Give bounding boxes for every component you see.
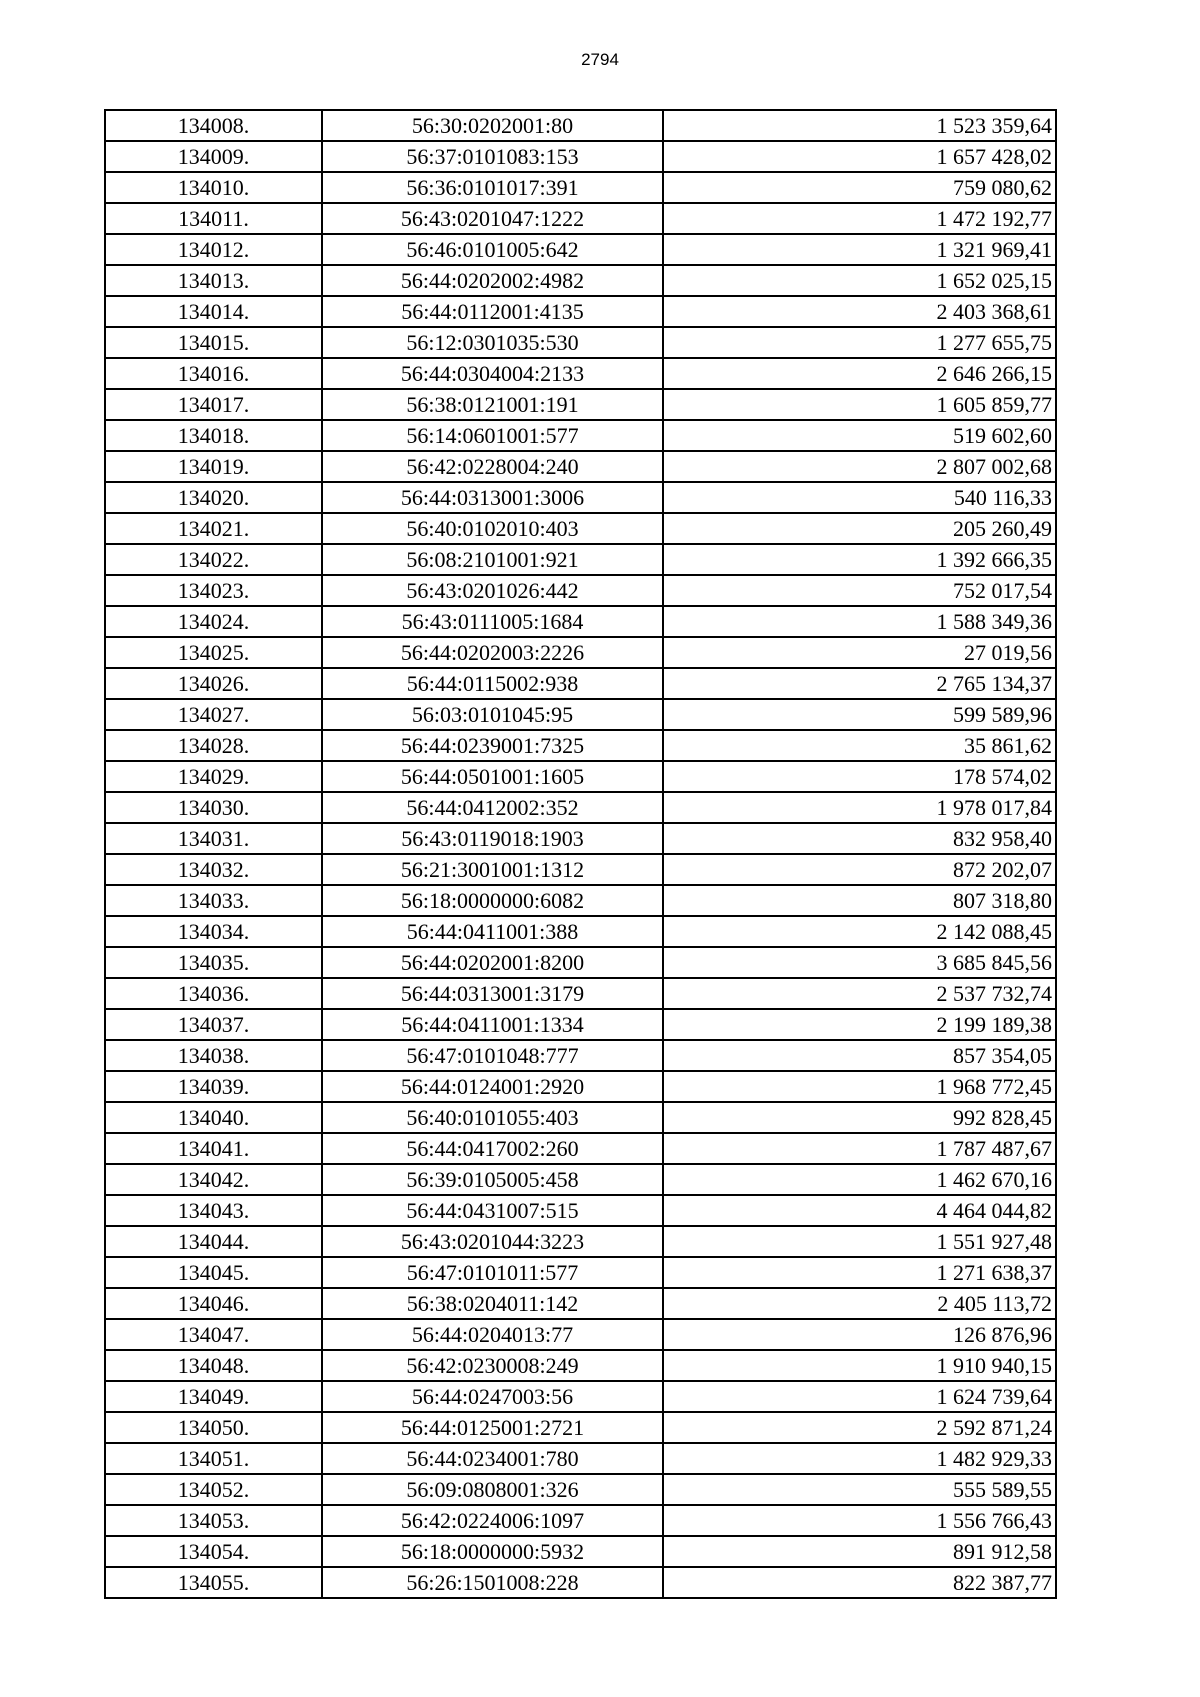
row-number-cell: 134014. [105,296,322,327]
cadastral-number-cell: 56:12:0301035:530 [322,327,663,358]
row-number-cell: 134026. [105,668,322,699]
table-row [105,1319,1056,1350]
cadastral-value-cell: 2 142 088,45 [663,916,1056,947]
table-row [105,482,1056,513]
row-number-cell: 134036. [105,978,322,1009]
cadastral-value-cell: 2 807 002,68 [663,451,1056,482]
cadastral-number-cell: 56:47:0101048:777 [322,1040,663,1071]
table-row [105,1226,1056,1257]
row-number-cell: 134022. [105,544,322,575]
cadastral-number-cell: 56:43:0119018:1903 [322,823,663,854]
row-number-cell: 134033. [105,885,322,916]
cadastral-value-cell: 1 652 025,15 [663,265,1056,296]
cadastral-value-cell: 540 116,33 [663,482,1056,513]
row-number-cell: 134012. [105,234,322,265]
cadastral-value-cell: 1 271 638,37 [663,1257,1056,1288]
cadastral-value-cell: 1 523 359,64 [663,110,1056,141]
table-row [105,1443,1056,1474]
table-row [105,978,1056,1009]
cadastral-value-cell: 126 876,96 [663,1319,1056,1350]
cadastral-value-cell: 1 472 192,77 [663,203,1056,234]
row-number-cell: 134016. [105,358,322,389]
table-row [105,1536,1056,1567]
row-number-cell: 134031. [105,823,322,854]
row-number-cell: 134053. [105,1505,322,1536]
cadastral-value-cell: 205 260,49 [663,513,1056,544]
cadastral-value-cell: 1 551 927,48 [663,1226,1056,1257]
table-row [105,916,1056,947]
row-number-cell: 134018. [105,420,322,451]
cadastral-number-cell: 56:44:0417002:260 [322,1133,663,1164]
cadastral-value-cell: 1 556 766,43 [663,1505,1056,1536]
cadastral-number-cell: 56:44:0234001:780 [322,1443,663,1474]
row-number-cell: 134054. [105,1536,322,1567]
cadastral-number-cell: 56:44:0124001:2920 [322,1071,663,1102]
cadastral-value-cell: 2 765 134,37 [663,668,1056,699]
cadastral-number-cell: 56:26:1501008:228 [322,1567,663,1598]
row-number-cell: 134039. [105,1071,322,1102]
table-row [105,792,1056,823]
cadastral-value-cell: 992 828,45 [663,1102,1056,1133]
table-row [105,1412,1056,1443]
table-row [105,637,1056,668]
row-number-cell: 134028. [105,730,322,761]
cadastral-number-cell: 56:42:0224006:1097 [322,1505,663,1536]
cadastral-number-cell: 56:43:0111005:1684 [322,606,663,637]
cadastral-value-cell: 555 589,55 [663,1474,1056,1505]
cadastral-value-cell: 1 277 655,75 [663,327,1056,358]
table-row [105,358,1056,389]
table-row [105,1071,1056,1102]
cadastral-value-cell: 1 605 859,77 [663,389,1056,420]
cadastral-value-cell: 1 968 772,45 [663,1071,1056,1102]
table-row [105,513,1056,544]
table-row [105,1505,1056,1536]
row-number-cell: 134017. [105,389,322,420]
cadastral-number-cell: 56:46:0101005:642 [322,234,663,265]
table-row [105,885,1056,916]
table-row [105,1040,1056,1071]
row-number-cell: 134023. [105,575,322,606]
row-number-cell: 134046. [105,1288,322,1319]
row-number-cell: 134045. [105,1257,322,1288]
row-number-cell: 134015. [105,327,322,358]
table-row [105,141,1056,172]
table-row [105,1381,1056,1412]
table-row [105,1474,1056,1505]
cadastral-number-cell: 56:40:0101055:403 [322,1102,663,1133]
row-number-cell: 134044. [105,1226,322,1257]
cadastral-value-cell: 1 482 929,33 [663,1443,1056,1474]
row-number-cell: 134038. [105,1040,322,1071]
table-row [105,1009,1056,1040]
table-row [105,1567,1056,1598]
cadastral-number-cell: 56:03:0101045:95 [322,699,663,730]
cadastral-value-cell: 1 462 670,16 [663,1164,1056,1195]
table-row [105,699,1056,730]
cadastral-number-cell: 56:36:0101017:391 [322,172,663,203]
table-row [105,1164,1056,1195]
row-number-cell: 134025. [105,637,322,668]
cadastral-value-cell: 1 787 487,67 [663,1133,1056,1164]
table-body [105,110,1056,1598]
cadastral-value-cell: 2 537 732,74 [663,978,1056,1009]
table-row [105,606,1056,637]
cadastral-number-cell: 56:44:0202001:8200 [322,947,663,978]
cadastral-value-cell: 807 318,80 [663,885,1056,916]
row-number-cell: 134010. [105,172,322,203]
cadastral-number-cell: 56:30:0202001:80 [322,110,663,141]
cadastral-number-cell: 56:18:0000000:6082 [322,885,663,916]
table-row [105,730,1056,761]
cadastral-value-cell: 27 019,56 [663,637,1056,668]
row-number-cell: 134055. [105,1567,322,1598]
table-row [105,327,1056,358]
cadastral-number-cell: 56:44:0115002:938 [322,668,663,699]
cadastral-value-cell: 2 646 266,15 [663,358,1056,389]
cadastral-number-cell: 56:44:0247003:56 [322,1381,663,1412]
cadastral-value-cell: 1 392 666,35 [663,544,1056,575]
row-number-cell: 134030. [105,792,322,823]
cadastral-number-cell: 56:44:0202002:4982 [322,265,663,296]
table-row [105,854,1056,885]
cadastral-number-cell: 56:38:0121001:191 [322,389,663,420]
row-number-cell: 134027. [105,699,322,730]
table-row [105,761,1056,792]
cadastral-value-cell: 2 405 113,72 [663,1288,1056,1319]
cadastral-number-cell: 56:38:0204011:142 [322,1288,663,1319]
cadastral-number-cell: 56:08:2101001:921 [322,544,663,575]
cadastral-value-cell: 1 624 739,64 [663,1381,1056,1412]
row-number-cell: 134032. [105,854,322,885]
cadastral-number-cell: 56:18:0000000:5932 [322,1536,663,1567]
cadastral-number-cell: 56:43:0201026:442 [322,575,663,606]
table-row [105,451,1056,482]
table-row [105,389,1056,420]
cadastral-number-cell: 56:37:0101083:153 [322,141,663,172]
table-row [105,1195,1056,1226]
cadastral-value-cell: 752 017,54 [663,575,1056,606]
table-row [105,234,1056,265]
cadastral-value-cell: 1 657 428,02 [663,141,1056,172]
cadastral-number-cell: 56:44:0501001:1605 [322,761,663,792]
row-number-cell: 134048. [105,1350,322,1381]
cadastral-number-cell: 56:44:0112001:4135 [322,296,663,327]
cadastral-number-cell: 56:44:0204013:77 [322,1319,663,1350]
row-number-cell: 134020. [105,482,322,513]
page-number: 2794 [581,50,619,69]
table-row [105,668,1056,699]
cadastral-value-cell: 519 602,60 [663,420,1056,451]
row-number-cell: 134009. [105,141,322,172]
row-number-cell: 134050. [105,1412,322,1443]
cadastral-number-cell: 56:43:0201047:1222 [322,203,663,234]
row-number-cell: 134029. [105,761,322,792]
cadastral-number-cell: 56:44:0313001:3179 [322,978,663,1009]
row-number-cell: 134013. [105,265,322,296]
cadastral-value-cell: 832 958,40 [663,823,1056,854]
table-row [105,1102,1056,1133]
row-number-cell: 134043. [105,1195,322,1226]
cadastral-value-cell: 178 574,02 [663,761,1056,792]
table-row [105,1350,1056,1381]
cadastral-number-cell: 56:43:0201044:3223 [322,1226,663,1257]
row-number-cell: 134040. [105,1102,322,1133]
cadastral-number-cell: 56:39:0105005:458 [322,1164,663,1195]
table-row [105,296,1056,327]
cadastral-number-cell: 56:44:0202003:2226 [322,637,663,668]
cadastral-value-cell: 1 978 017,84 [663,792,1056,823]
row-number-cell: 134034. [105,916,322,947]
cadastral-value-cell: 1 588 349,36 [663,606,1056,637]
cadastral-number-cell: 56:44:0411001:388 [322,916,663,947]
table-row [105,1288,1056,1319]
cadastral-value-cell: 35 861,62 [663,730,1056,761]
cadastral-value-cell: 1 910 940,15 [663,1350,1056,1381]
row-number-cell: 134047. [105,1319,322,1350]
cadastral-number-cell: 56:44:0125001:2721 [322,1412,663,1443]
table-row [105,110,1056,141]
cadastral-number-cell: 56:47:0101011:577 [322,1257,663,1288]
cadastral-number-cell: 56:44:0304004:2133 [322,358,663,389]
cadastral-value-cell: 4 464 044,82 [663,1195,1056,1226]
table-row [105,575,1056,606]
row-number-cell: 134011. [105,203,322,234]
cadastral-value-cell: 1 321 969,41 [663,234,1056,265]
row-number-cell: 134052. [105,1474,322,1505]
cadastral-value-cell: 872 202,07 [663,854,1056,885]
cadastral-number-cell: 56:21:3001001:1312 [322,854,663,885]
table-row [105,420,1056,451]
table-row [105,823,1056,854]
row-number-cell: 134042. [105,1164,322,1195]
table-row [105,203,1056,234]
table-row [105,172,1056,203]
cadastral-number-cell: 56:42:0230008:249 [322,1350,663,1381]
row-number-cell: 134051. [105,1443,322,1474]
cadastral-number-cell: 56:40:0102010:403 [322,513,663,544]
cadastral-number-cell: 56:44:0313001:3006 [322,482,663,513]
cadastral-value-table [104,109,1057,1599]
row-number-cell: 134019. [105,451,322,482]
cadastral-value-cell: 3 685 845,56 [663,947,1056,978]
cadastral-number-cell: 56:14:0601001:577 [322,420,663,451]
cadastral-value-cell: 599 589,96 [663,699,1056,730]
cadastral-value-cell: 2 199 189,38 [663,1009,1056,1040]
row-number-cell: 134037. [105,1009,322,1040]
cadastral-number-cell: 56:44:0411001:1334 [322,1009,663,1040]
row-number-cell: 134041. [105,1133,322,1164]
cadastral-value-cell: 857 354,05 [663,1040,1056,1071]
cadastral-number-cell: 56:44:0431007:515 [322,1195,663,1226]
row-number-cell: 134008. [105,110,322,141]
cadastral-number-cell: 56:44:0412002:352 [322,792,663,823]
cadastral-value-cell: 822 387,77 [663,1567,1056,1598]
cadastral-value-cell: 2 403 368,61 [663,296,1056,327]
row-number-cell: 134049. [105,1381,322,1412]
table-row [105,544,1056,575]
table-row [105,1133,1056,1164]
cadastral-number-cell: 56:42:0228004:240 [322,451,663,482]
table-row [105,1257,1056,1288]
cadastral-value-cell: 891 912,58 [663,1536,1056,1567]
cadastral-value-cell: 2 592 871,24 [663,1412,1056,1443]
cadastral-number-cell: 56:44:0239001:7325 [322,730,663,761]
cadastral-value-cell: 759 080,62 [663,172,1056,203]
row-number-cell: 134035. [105,947,322,978]
table-row [105,265,1056,296]
row-number-cell: 134024. [105,606,322,637]
table-row [105,947,1056,978]
row-number-cell: 134021. [105,513,322,544]
cadastral-number-cell: 56:09:0808001:326 [322,1474,663,1505]
